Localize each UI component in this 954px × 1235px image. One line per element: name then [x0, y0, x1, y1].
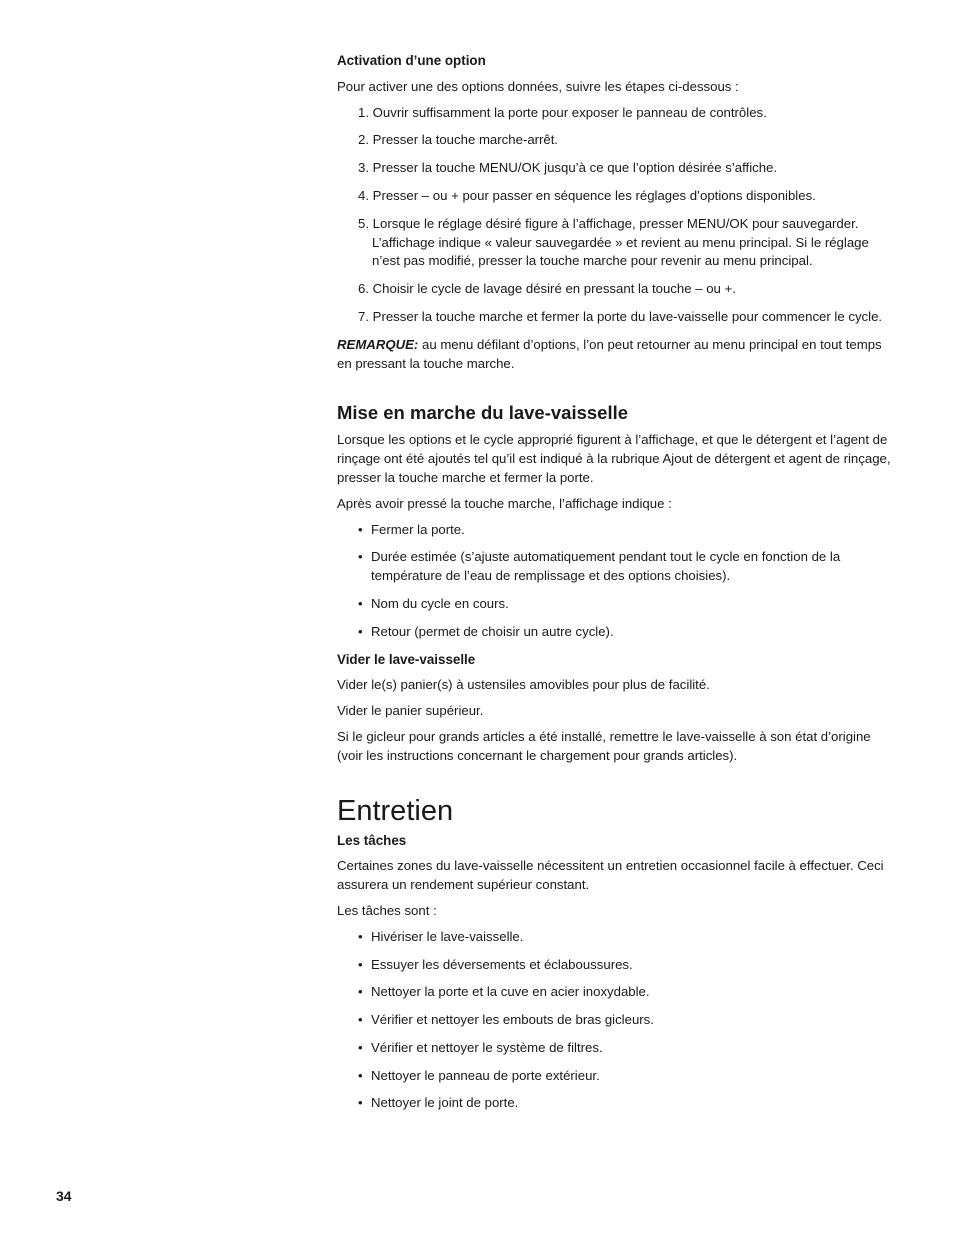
- step-4: 4. Presser – ou + pour passer en séquence les réglages d’options disponibles.: [358, 187, 816, 203]
- list-item: [358, 595, 899, 614]
- list-item-text: Durée estimée (s’ajuste automatiquement pendant tout le cycle en fonction de la température de l’eau de remplissage et des options choisies).: [371, 549, 841, 584]
- remark-label: REMARQUE:: [337, 336, 419, 352]
- start-heading: Mise en marche du lave-vaisselle: [337, 402, 629, 424]
- unload-para-3: Si le gicleur pour grands articles a été installé, remettre le lave-vaisselle à son état d’origine (voir les instructions concernant le chargement pour grands articles).: [337, 728, 871, 763]
- list-item: [358, 956, 899, 975]
- list-item-text: Essuyer les déversements et éclaboussures.: [371, 956, 633, 972]
- bullet-icon: •: [358, 549, 363, 565]
- list-item: [358, 623, 899, 642]
- maintenance-para-1: Certaines zones du lave-vaisselle nécessitent un entretien occasionnel facile à effectuer. Ceci assurera un rendement supérieur constant.: [337, 858, 884, 893]
- list-item: [358, 1011, 899, 1030]
- unload-para-2: Vider le panier supérieur.: [337, 703, 484, 719]
- list-item-text: Retour (permet de choisir un autre cycle).: [371, 623, 614, 639]
- list-item: [358, 928, 899, 947]
- bullet-icon: •: [358, 1067, 363, 1083]
- bullet-icon: •: [358, 956, 363, 972]
- step-5: 5. Lorsque le réglage désiré figure à l’affichage, presser MENU/OK pour sauvegarder. L’affichage indique « valeur sauvegardée » et revient au menu principal. Si le réglage n’est pas modifié, presser la touche marche pour revenir au menu principal.: [358, 215, 869, 269]
- list-item-text: Vérifier et nettoyer le système de filtres.: [371, 1039, 603, 1055]
- step-6: 6. Choisir le cycle de lavage désiré en pressant la touche – ou +.: [358, 281, 736, 297]
- maintenance-bullets: [337, 928, 899, 1114]
- bullet-icon: •: [358, 595, 363, 611]
- bullet-icon: •: [358, 984, 363, 1000]
- page-number: 34: [56, 1188, 72, 1204]
- maintenance-heading: Les tâches: [337, 832, 407, 848]
- list-item: [358, 548, 899, 586]
- list-item: [358, 521, 899, 540]
- bullet-icon: •: [358, 1039, 363, 1055]
- bullet-icon: •: [358, 1012, 363, 1028]
- bullet-icon: •: [358, 623, 363, 639]
- activation-heading: Activation d’une option: [337, 53, 486, 68]
- list-item-text: Vérifier et nettoyer les embouts de bras gicleurs.: [371, 1012, 654, 1028]
- start-bullets: [337, 521, 899, 642]
- list-item-text: Nom du cycle en cours.: [371, 595, 509, 611]
- list-item: [358, 983, 899, 1002]
- list-item: [358, 1094, 899, 1113]
- step-7: 7. Presser la touche marche et fermer la porte du lave-vaisselle pour commencer le cycle.: [358, 308, 883, 324]
- start-para-2: Après avoir pressé la touche marche, l’affichage indique :: [337, 495, 672, 511]
- bullet-icon: •: [358, 928, 363, 944]
- start-para-1: Lorsque les options et le cycle approprié figurent à l’affichage, et que le détergent et l’agent de rinçage ont été ajoutés tel qu’il est indiqué à la rubrique Ajout de détergent et agent de rinçage, presser la touche marche et fermer la porte.: [337, 432, 891, 485]
- step-1: 1. Ouvrir suffisamment la porte pour exposer le panneau de contrôles.: [358, 104, 767, 120]
- remark-text: au menu défilant d’options, l’on peut retourner au menu principal en tout temps en pressant la touche marche.: [337, 336, 882, 371]
- activation-intro: Pour activer une des options données, suivre les étapes ci-dessous :: [337, 78, 739, 94]
- remark: [337, 336, 899, 374]
- bullet-icon: •: [358, 521, 363, 537]
- list-item: [358, 1067, 899, 1086]
- step-2: 2. Presser la touche marche-arrêt.: [358, 132, 559, 148]
- step-3: 3. Presser la touche MENU/OK jusqu’à ce que l’option désirée s’affiche.: [358, 160, 778, 176]
- activation-steps: [337, 104, 899, 327]
- list-item-text: Hivériser le lave-vaisselle.: [371, 928, 524, 944]
- page-content: [337, 52, 899, 1122]
- maintenance-para-2: Les tâches sont :: [337, 902, 437, 918]
- bullet-icon: •: [358, 1095, 363, 1111]
- list-item-text: Nettoyer la porte et la cuve en acier inoxydable.: [371, 984, 650, 1000]
- unload-heading: Vider le lave-vaisselle: [337, 651, 476, 667]
- unload-para-1: Vider le(s) panier(s) à ustensiles amovibles pour plus de facilité.: [337, 677, 710, 693]
- list-item: [358, 1039, 899, 1058]
- list-item-text: Fermer la porte.: [371, 521, 465, 537]
- maintenance-title: Entretien: [337, 794, 454, 827]
- list-item-text: Nettoyer le joint de porte.: [371, 1095, 519, 1111]
- list-item-text: Nettoyer le panneau de porte extérieur.: [371, 1067, 600, 1083]
